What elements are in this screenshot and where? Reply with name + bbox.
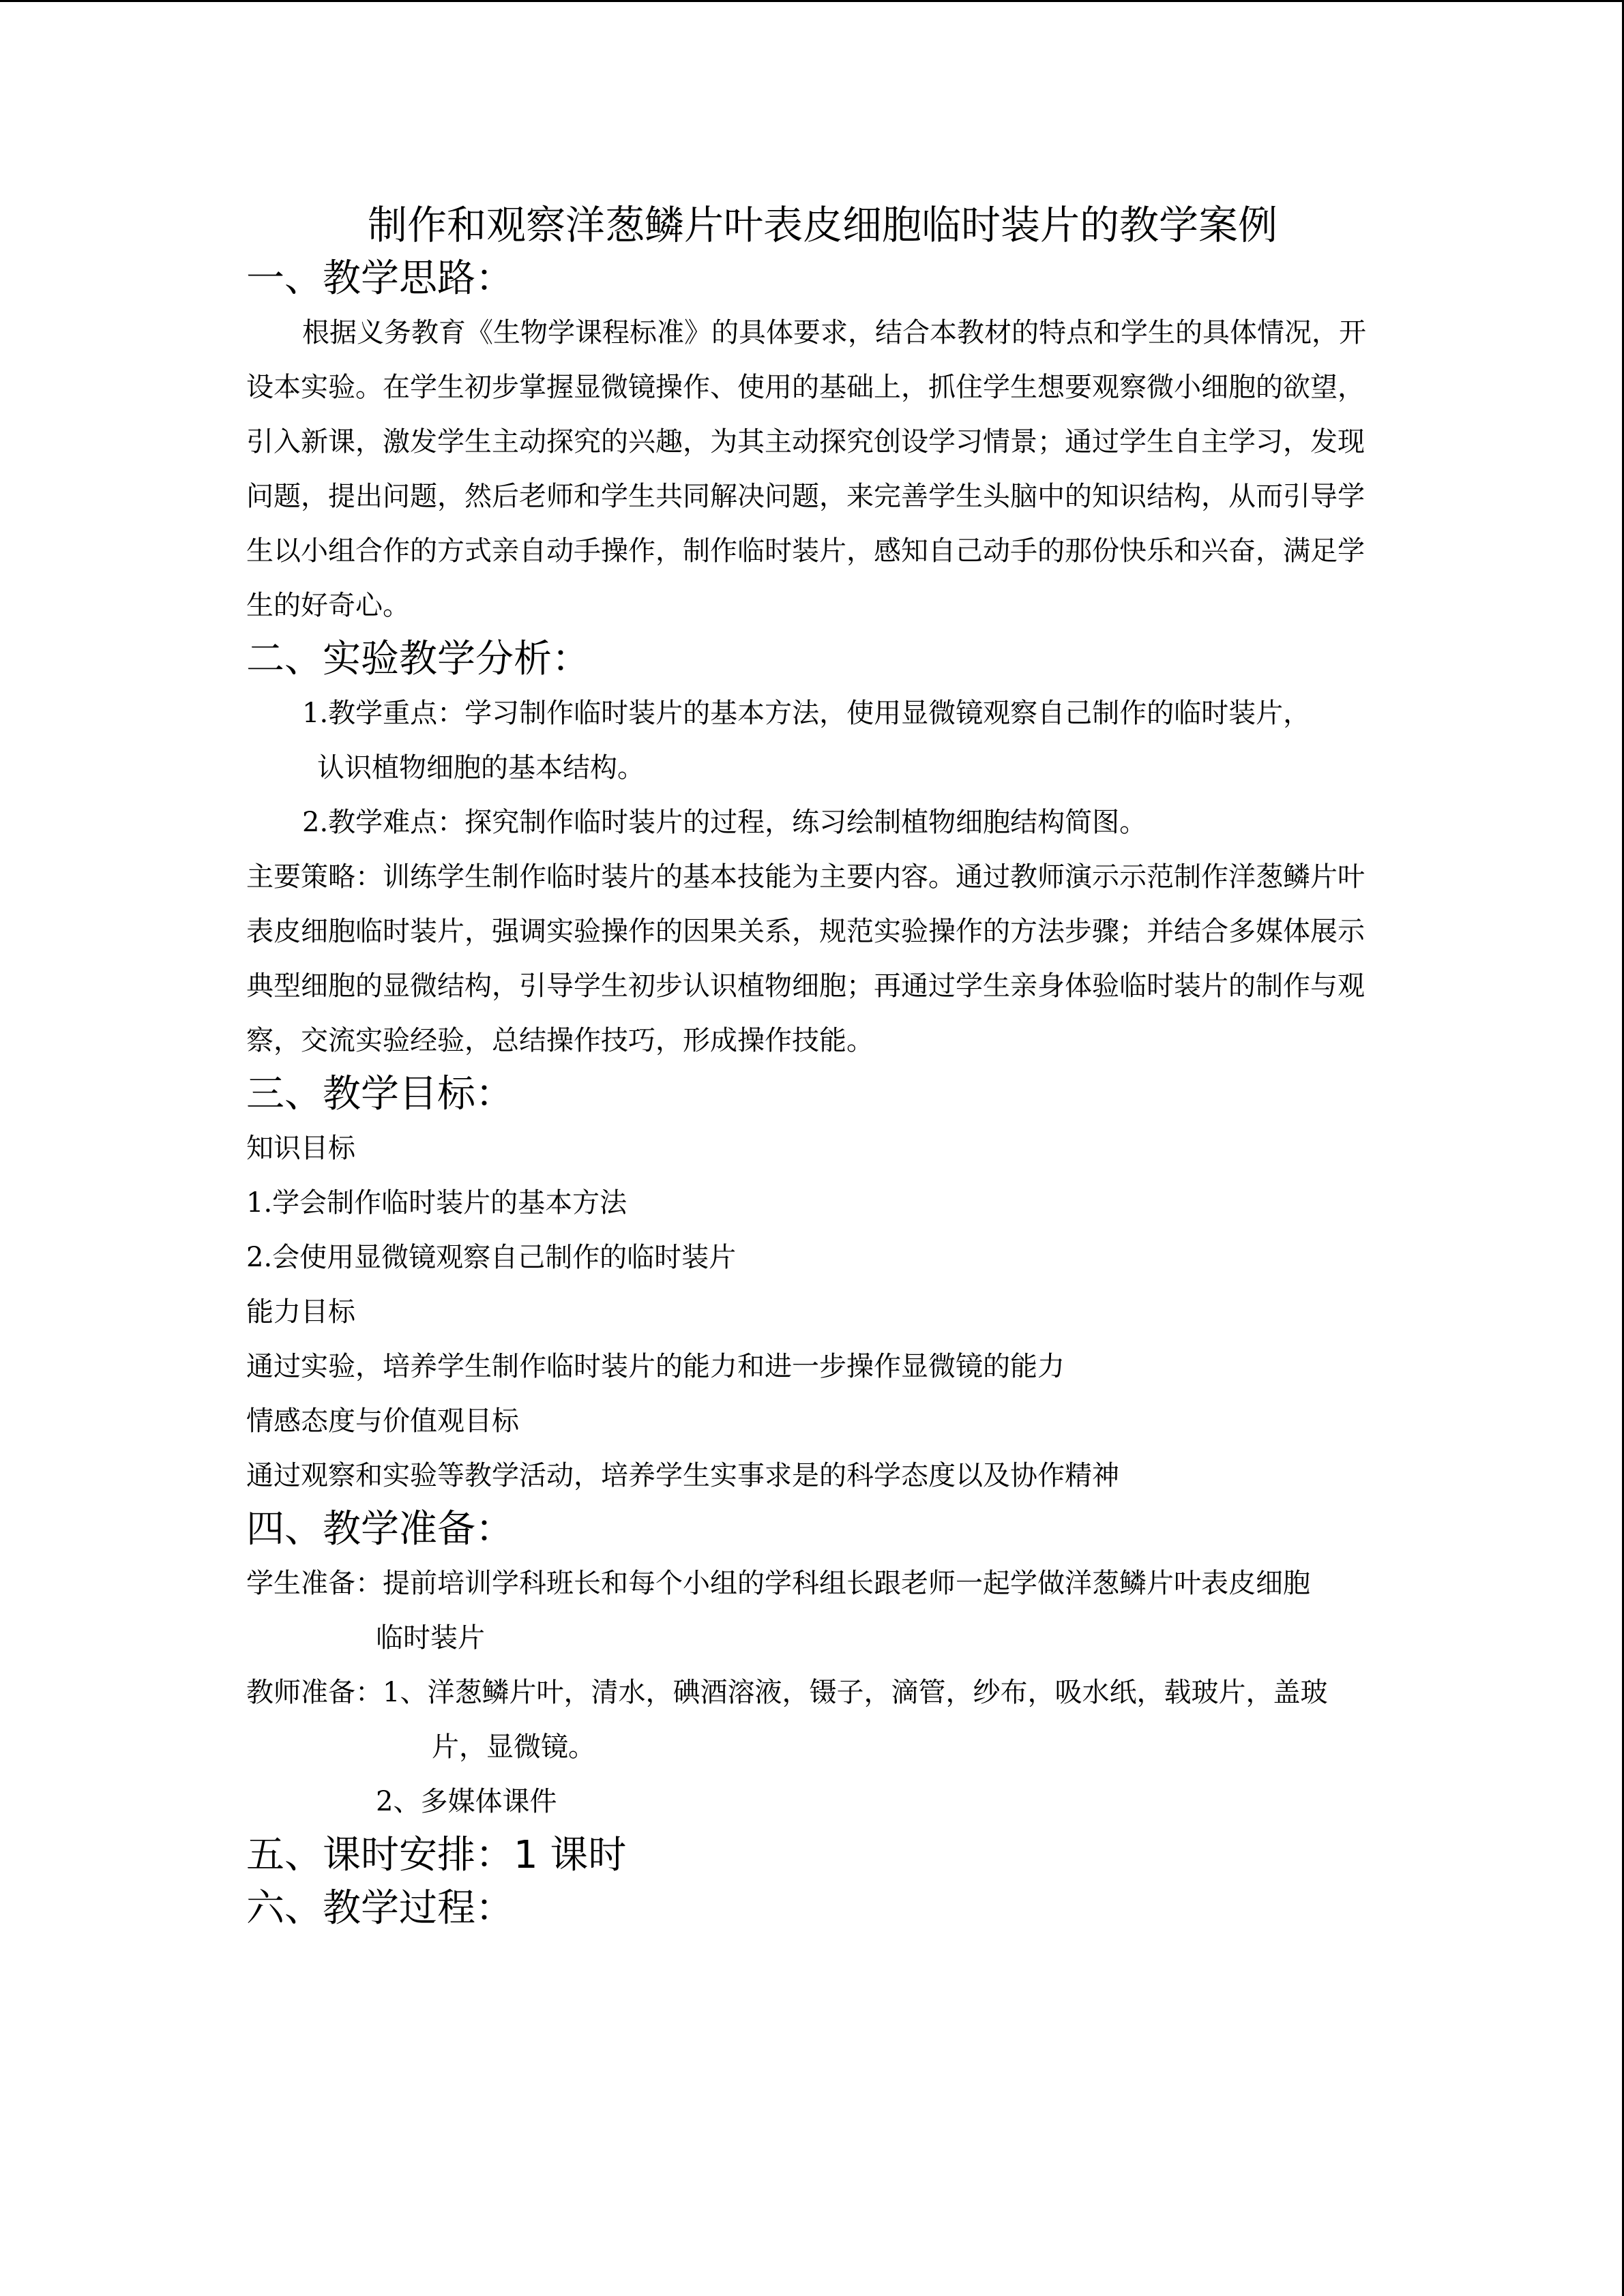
section-heading-teaching-goals: 三、教学目标： [246,1072,514,1116]
section-heading-preparation: 四、教学准备： [246,1507,514,1551]
teacher-preparation-item-2: 2、多媒体课件 [376,1786,557,1817]
student-preparation-line-continued: 临时装片 [376,1622,485,1654]
section-heading-teaching-idea: 一、教学思路： [246,256,514,301]
teaching-idea-paragraph: 根据义务教育《生物学课程标准》的具体要求，结合本教材的特点和学生的具体情况，开设本实验。在学生初步掌握显微镜操作、使用的基础上，抓住学生想要观察微小细胞的欲望，引入新课，激发学生主动探究的兴趣，为其主动探究创设学习情景；通过学生自主学习，发现问题，提出问题，然后老师和学生共同解决问题，来完善学生头脑中的知识结构，从而引导学生以小组合作的方式亲自动手操作，制作临时装片，感知自己动手的那份快乐和兴奋，满足学生的好奇心。 [246,317,1366,621]
key-point-item: 1.教学重点：学习制作临时装片的基本方法，使用显微镜观察自己制作的临时装片， [302,698,1311,729]
knowledge-goal-label: 知识目标 [246,1133,355,1164]
page-border-top [0,0,1624,2]
strategy-paragraph: 主要策略：训练学生制作临时装片的基本技能为主要内容。通过教师演示示范制作洋葱鳞片叶表皮细胞临时装片，强调实验操作的因果关系，规范实验操作的方法步骤；并结合多媒体展示典型细胞的显微结构，引导学生初步认识植物细胞；再通过学生亲身体验临时装片的制作与观察，交流实验经验，总结操作技巧，形成操作技能。 [246,861,1365,1056]
emotion-goal-label: 情感态度与价值观目标 [246,1405,519,1437]
document-title: 制作和观察洋葱鳞片叶表皮细胞临时装片的教学案例 [367,202,1278,248]
teacher-preparation-line: 教师准备：1、洋葱鳞片叶，清水，碘酒溶液，镊子，滴管，纱布，吸水纸，载玻片，盖玻 [246,1677,1328,1708]
student-preparation-line: 学生准备：提前培训学科班长和每个小组的学科组长跟老师一起学做洋葱鳞片叶表皮细胞 [246,1568,1310,1599]
section-heading-experiment-analysis: 二、实验教学分析： [246,637,590,681]
teacher-preparation-line-continued: 片，显微镜。 [432,1731,595,1763]
key-point-item-continued: 认识植物细胞的基本结构。 [317,752,645,784]
knowledge-goal-item: 1.学会制作临时装片的基本方法 [246,1187,628,1219]
ability-goal-text: 通过实验，培养学生制作临时装片的能力和进一步操作显微镜的能力 [246,1351,1065,1382]
document-page [246,198,1378,1935]
emotion-goal-text: 通过观察和实验等教学活动，培养学生实事求是的科学态度以及协作精神 [246,1460,1119,1491]
section-heading-schedule: 五、课时安排：1 课时 [246,1833,627,1877]
ability-goal-label: 能力目标 [246,1296,355,1328]
knowledge-goal-item: 2.会使用显微镜观察自己制作的临时装片 [246,1242,737,1273]
section-heading-teaching-process: 六、教学过程： [246,1886,514,1930]
difficulty-item: 2.教学难点：探究制作临时装片的过程，练习绘制植物细胞结构简图。 [302,807,1147,838]
